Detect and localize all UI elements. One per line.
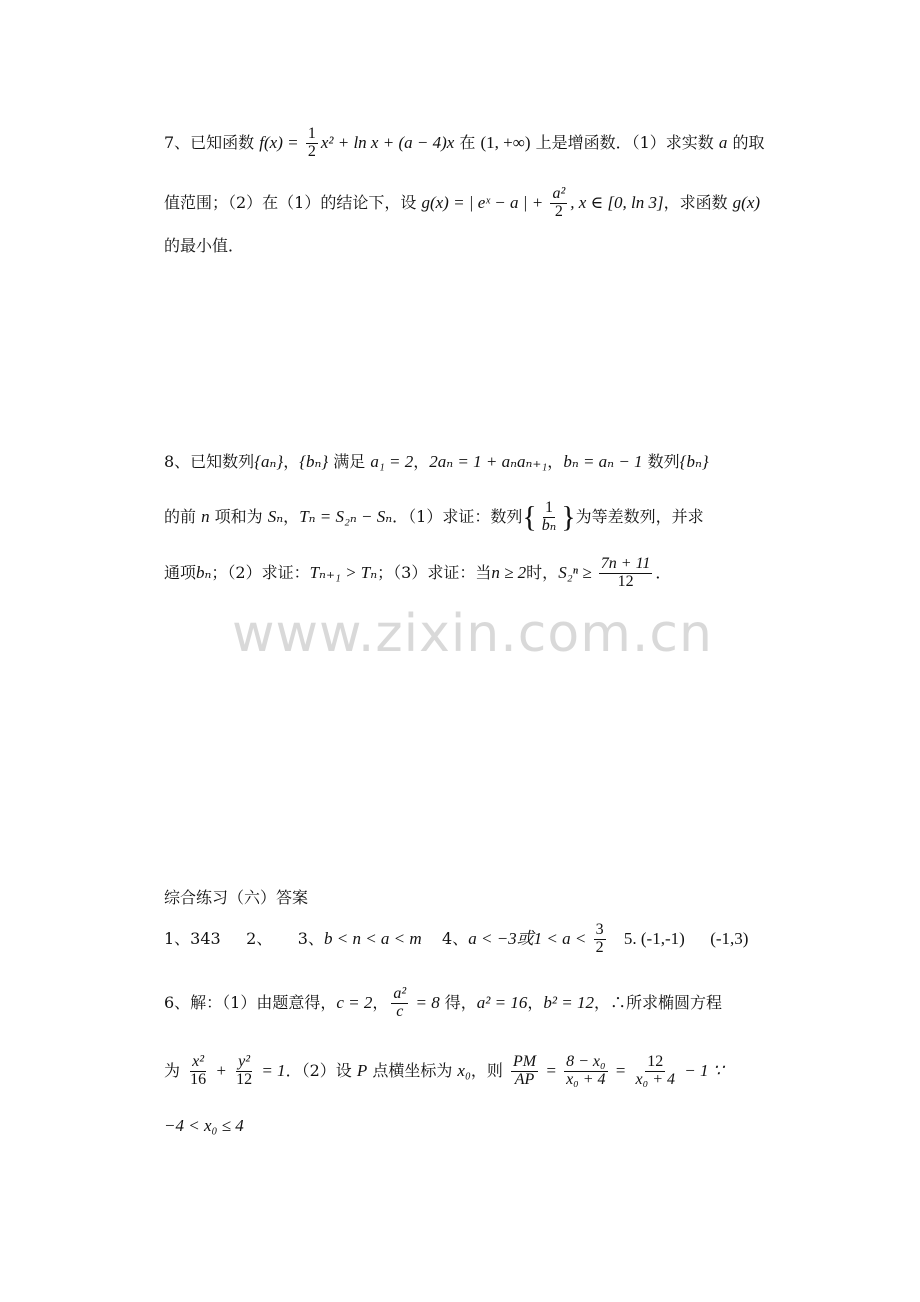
q8-text: 满足 xyxy=(328,452,371,471)
frac-numerator: a² xyxy=(393,985,407,1002)
q6-text: 为 xyxy=(164,1060,186,1080)
q6-math: + xyxy=(211,1060,232,1080)
q6-text: 6、解：（1）由题意得， xyxy=(164,992,337,1012)
answer-4-math: a < −3或1 < a < xyxy=(468,928,591,948)
q8-math: 2aₙ = 1 + aₙaₙ₊₁ xyxy=(429,452,548,471)
frac-denominator: 12 xyxy=(617,572,634,590)
answer-5b: (-1,3) xyxy=(710,928,749,948)
q7-interval: (1, +∞) xyxy=(480,132,531,152)
q6-text: 得， xyxy=(439,992,477,1012)
q8-line-1 xyxy=(164,452,709,472)
q6-frac-a2c xyxy=(391,986,408,1021)
q8-text: 8、已知数列 xyxy=(164,452,255,471)
frac-numerator: 7n + 11 xyxy=(600,555,651,572)
q7-line-2 xyxy=(164,186,760,221)
q8-line-3 xyxy=(164,556,671,591)
frac-numerator: 3 xyxy=(595,921,604,938)
q8-math: a₁ = 2 xyxy=(370,452,414,471)
q6-frac-pm-ap xyxy=(511,1054,538,1089)
q8-math: bₙ = aₙ − 1 xyxy=(563,452,643,471)
q6-math: P xyxy=(356,1060,368,1080)
q7-line-3: 的最小值． xyxy=(164,236,245,255)
answers-row-1 xyxy=(164,922,748,957)
q6-text: ，∴所求椭圆方程 xyxy=(593,992,722,1012)
q8-line-2 xyxy=(164,500,704,535)
q7-var-a: a xyxy=(718,132,728,152)
answer-2: 2、 xyxy=(246,928,273,948)
q7-math: g(x) = | eˣ − a | + xyxy=(421,192,548,212)
q7-math: , x ∈ [0, ln 3] xyxy=(570,192,664,212)
q8-text: ， xyxy=(547,452,564,471)
q7-frac-half xyxy=(306,126,318,161)
frac-denominator: 2 xyxy=(554,202,563,220)
left-brace: { xyxy=(522,500,537,534)
answer-1: 1、343 xyxy=(164,928,221,948)
frac-numerator: 8 − x₀ xyxy=(566,1053,606,1070)
q6-math: b² = 12 xyxy=(543,992,594,1012)
q7-text: 在 xyxy=(454,132,481,152)
q6-frac-8x xyxy=(564,1054,607,1089)
q8-frac-7n xyxy=(599,556,653,591)
q6-text: 点横坐标为 xyxy=(367,1060,458,1080)
q6-line-1 xyxy=(164,986,722,1021)
q8-math: {bₙ} xyxy=(679,452,709,471)
q8-math: Sₙ xyxy=(267,506,284,526)
q7-math: x² + ln x + (a − 4)x xyxy=(320,132,455,152)
q8-math: {bₙ} xyxy=(299,452,329,471)
frac-numerator: 1 xyxy=(307,125,316,142)
q8-math: bₙ xyxy=(196,562,212,582)
answers-title: 综合练习（六）答案 xyxy=(164,888,309,907)
q6-text: ，则 xyxy=(470,1060,508,1080)
q8-text: ；（3）求证：当 xyxy=(377,562,492,582)
q6-frac-x2 xyxy=(188,1054,208,1089)
q8-text: 数列 xyxy=(642,452,680,471)
frac-numerator: PM xyxy=(512,1053,537,1070)
q7-text: ，求函数 xyxy=(663,192,733,212)
q8-text: ；（2）求证： xyxy=(211,562,310,582)
frac-denominator: 12 xyxy=(236,1070,253,1088)
q6-text: ．（2）设 xyxy=(285,1060,357,1080)
q6-frac-12 xyxy=(634,1054,677,1089)
q8-text: ， xyxy=(283,506,300,526)
q6-math: x₀ xyxy=(457,1060,471,1080)
answer-3-math: b < n < a < m xyxy=(323,928,422,948)
q6-math: c = 2 xyxy=(336,992,373,1012)
frac-numerator: a² xyxy=(552,185,566,202)
q6-line-2 xyxy=(164,1054,724,1089)
q7-text: 7、已知函数 xyxy=(164,132,260,152)
frac-denominator: AP xyxy=(514,1070,535,1088)
answer-5: 5. (-1,-1) xyxy=(623,928,685,948)
q6-line-3: −4 < x₀ ≤ 4 xyxy=(164,1116,244,1135)
q8-text: 为等差数列，并求 xyxy=(575,506,704,526)
frac-denominator: bₙ xyxy=(541,516,557,534)
answer-4-frac xyxy=(594,922,606,957)
q7-text: 上是增函数．（1）求实数 xyxy=(530,132,719,152)
frac-denominator: x₀ + 4 xyxy=(635,1070,675,1088)
q6-text: ， xyxy=(527,992,544,1012)
q6-math: − 1 ∵ xyxy=(680,1060,724,1080)
q8-math: n ≥ 2 xyxy=(491,562,527,582)
q8-text: 的前 xyxy=(164,506,202,526)
q8-text: ．（1）求证：数列 xyxy=(392,506,523,526)
q7-text: 的取 xyxy=(727,132,765,152)
q6-math: = 8 xyxy=(411,992,440,1012)
q7-math: g(x) xyxy=(732,192,761,212)
right-brace: } xyxy=(561,500,576,534)
frac-denominator: c xyxy=(396,1002,404,1020)
q8-math: n xyxy=(201,506,210,526)
q8-math: Tₙ₊₁ > Tₙ xyxy=(309,562,378,582)
answer-3: 3、 xyxy=(297,928,324,948)
q6-math: = 1 xyxy=(257,1060,286,1080)
frac-denominator: x₀ + 4 xyxy=(566,1070,606,1088)
frac-numerator: y² xyxy=(238,1053,251,1070)
q8-text: ． xyxy=(655,562,672,582)
q8-math: {aₙ} xyxy=(254,452,284,471)
q6-math: = xyxy=(610,1060,631,1080)
q8-math: S₂ⁿ ≥ xyxy=(558,562,596,582)
q6-frac-y2 xyxy=(234,1054,254,1089)
frac-denominator: 2 xyxy=(595,938,604,956)
q8-text: 通项 xyxy=(164,562,197,582)
q6-math: = xyxy=(541,1060,562,1080)
q8-math: Tₙ = S₂ₙ − Sₙ xyxy=(299,506,393,526)
q8-text: 项和为 xyxy=(209,506,268,526)
q7-frac-a2 xyxy=(550,186,567,221)
watermark: www.zixin.com.cn xyxy=(232,604,713,664)
frac-denominator: 2 xyxy=(307,142,316,160)
frac-numerator: 1 xyxy=(545,499,553,516)
q8-frac-recip xyxy=(540,500,558,535)
q8-text: 时， xyxy=(526,562,559,582)
q6-text: ， xyxy=(372,992,389,1012)
frac-numerator: 12 xyxy=(647,1053,664,1070)
q8-text: ， xyxy=(413,452,430,471)
q8-text: ， xyxy=(283,452,300,471)
q7-math: f(x) = xyxy=(259,132,303,152)
q6-math: a² = 16 xyxy=(476,992,528,1012)
q7-text: 值范围；（2）在（1）的结论下，设 xyxy=(164,192,422,212)
frac-numerator: x² xyxy=(192,1053,205,1070)
q7-line-1 xyxy=(164,126,764,161)
frac-denominator: 16 xyxy=(190,1070,207,1088)
answer-4: 4、 xyxy=(442,928,469,948)
